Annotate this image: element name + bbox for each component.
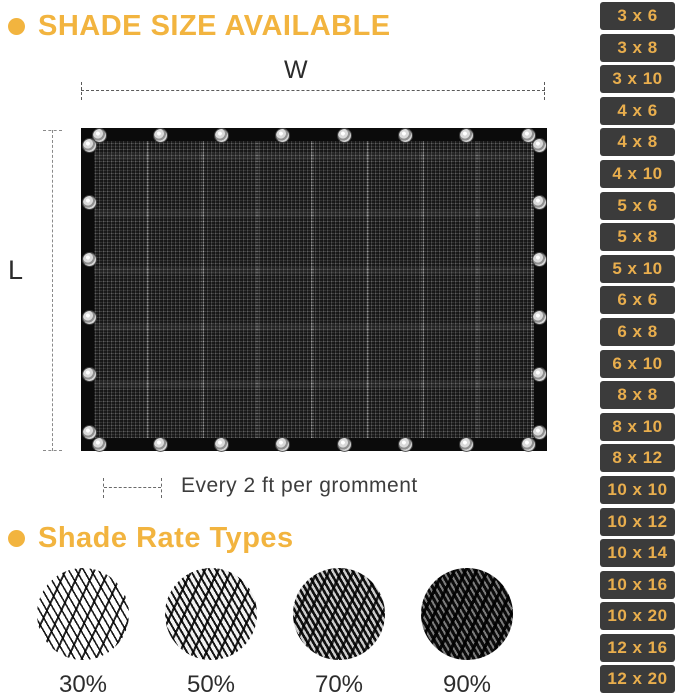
grommet-icon	[83, 253, 96, 266]
size-option-8x8[interactable]: 8 x 8	[600, 381, 675, 409]
size-option-10x10[interactable]: 10 x 10	[600, 476, 675, 504]
grommet-icon	[154, 129, 167, 142]
shade-rate-item	[156, 568, 266, 698]
grommet-icon	[215, 438, 228, 451]
mesh-sample-icon	[293, 568, 385, 660]
grommet-icon	[533, 311, 546, 324]
grommet-icon	[460, 438, 473, 451]
grommet-icon	[399, 438, 412, 451]
size-option-10x20[interactable]: 10 x 20	[600, 602, 675, 630]
size-section-header	[8, 8, 391, 44]
mesh-sample-icon	[421, 568, 513, 660]
shade-rate-item	[284, 568, 394, 698]
size-option-10x14[interactable]: 10 x 14	[600, 539, 675, 567]
grommet-icon	[276, 129, 289, 142]
size-option-3x8[interactable]: 3 x 8	[600, 34, 675, 62]
grommet-icon	[399, 129, 412, 142]
grommet-icon	[338, 438, 351, 451]
shade-mesh-texture	[94, 141, 534, 438]
length-dimension-label: L	[8, 255, 24, 285]
grommet-icon	[93, 438, 106, 451]
bullet-icon	[8, 530, 25, 547]
size-option-5x6[interactable]: 5 x 6	[600, 192, 675, 220]
grommet-icon	[83, 426, 96, 439]
grommet-icon	[533, 253, 546, 266]
grommet-icon	[338, 129, 351, 142]
size-option-3x6[interactable]: 3 x 6	[600, 2, 675, 30]
mesh-sample-icon	[165, 568, 257, 660]
grommet-icon	[522, 438, 535, 451]
mesh-sample-icon	[37, 568, 129, 660]
size-option-6x8[interactable]: 6 x 8	[600, 318, 675, 346]
shade-rate-item	[412, 568, 522, 698]
grommet-icon	[83, 196, 96, 209]
size-option-4x10[interactable]: 4 x 10	[600, 160, 675, 188]
shade-rate-percent: 30%	[58, 671, 108, 698]
size-option-6x10[interactable]: 6 x 10	[600, 350, 675, 378]
size-option-4x6[interactable]: 4 x 6	[600, 97, 675, 125]
grommet-icon	[276, 438, 289, 451]
grommet-spacing-bracket	[103, 478, 162, 498]
length-dimension-line	[52, 130, 53, 451]
grommet-icon	[533, 368, 546, 381]
grommet-spacing-note: Every 2 ft per gromment	[181, 474, 418, 497]
size-option-5x10[interactable]: 5 x 10	[600, 255, 675, 283]
shade-rate-percent: 50%	[186, 671, 236, 698]
size-option-3x10[interactable]: 3 x 10	[600, 65, 675, 93]
grommet-icon	[460, 129, 473, 142]
size-list	[600, 2, 675, 693]
bullet-icon	[8, 18, 25, 35]
shade-rate-percent: 70%	[314, 671, 364, 698]
size-option-8x12[interactable]: 8 x 12	[600, 444, 675, 472]
size-section-title: SHADE SIZE AVAILABLE	[38, 10, 391, 42]
size-option-4x8[interactable]: 4 x 8	[600, 128, 675, 156]
grommet-icon	[83, 368, 96, 381]
grommet-icon	[83, 139, 96, 152]
width-dimension-line	[81, 90, 545, 91]
size-option-10x12[interactable]: 10 x 12	[600, 508, 675, 536]
grommet-icon	[154, 438, 167, 451]
rate-section-title: Shade Rate Types	[38, 522, 294, 554]
size-option-10x16[interactable]: 10 x 16	[600, 571, 675, 599]
grommet-icon	[83, 311, 96, 324]
size-option-12x16[interactable]: 12 x 16	[600, 634, 675, 662]
grommet-icon	[533, 196, 546, 209]
shade-net-illustration	[81, 128, 547, 451]
shade-rate-percent: 90%	[442, 671, 492, 698]
grommet-icon	[533, 426, 546, 439]
size-option-12x20[interactable]: 12 x 20	[600, 665, 675, 693]
size-option-8x10[interactable]: 8 x 10	[600, 413, 675, 441]
rate-section-header	[8, 520, 294, 556]
grommet-icon	[215, 129, 228, 142]
grommet-icon	[533, 139, 546, 152]
shade-rate-item	[28, 568, 138, 698]
size-option-5x8[interactable]: 5 x 8	[600, 223, 675, 251]
size-option-6x6[interactable]: 6 x 6	[600, 286, 675, 314]
grommet-icon	[522, 129, 535, 142]
grommet-icon	[93, 129, 106, 142]
width-dimension-label: W	[284, 56, 308, 84]
